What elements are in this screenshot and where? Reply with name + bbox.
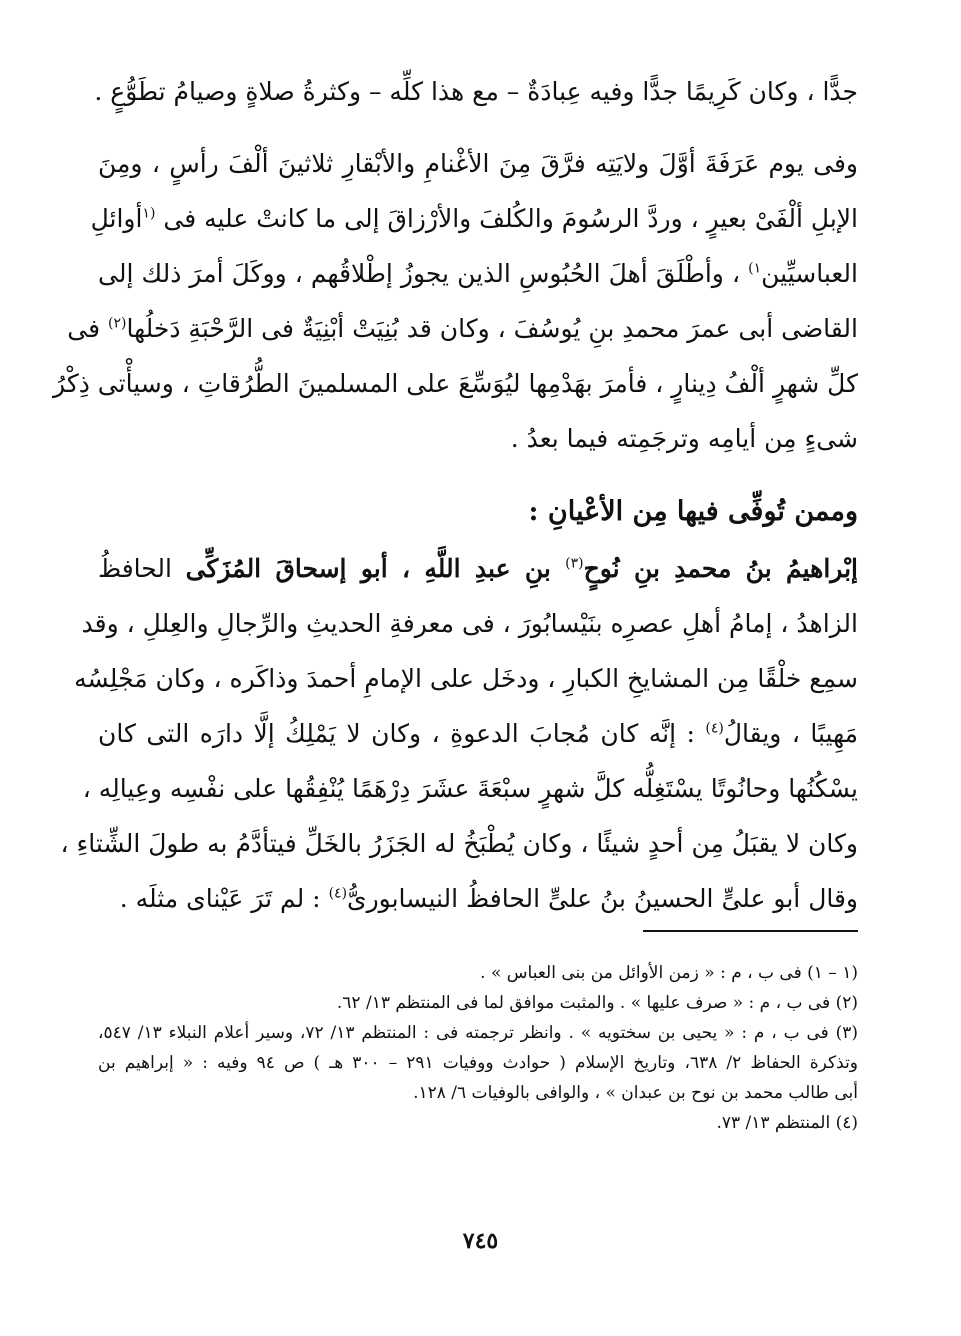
text-run: شىءٍ مِن أيامِه وترجَمِته فيما بعدُ . [510, 424, 858, 453]
paragraph-1-line-6 [98, 411, 858, 466]
paragraph-1-line-3 [98, 246, 858, 301]
footnote-marker: (٣) [565, 555, 584, 572]
paragraph-1-line-4 [67, 301, 858, 356]
text-run: مَهِيبًا ، ويقالُ [723, 719, 858, 748]
text-run: جدًّا ، وكان كَرِيمًا جدًّا وفيه عِبادَةٌ – مع هذا كلِّه – وكثرةُ صلاةٍ وصيامُ تطَوُّعٍ . [94, 77, 858, 106]
main-text [53, 64, 858, 926]
text-run: : لم تَرَ عَيْناى مثلَه . [119, 884, 329, 913]
paragraph-gap [98, 119, 858, 136]
footnote-3-line-3: أبى طالب محمد بن نوح بن عبدان » ، والوافى بالوفيات ٦/ ١٢٨. [413, 1083, 858, 1103]
footnote-1: (١ – ١) فى ب ، م : « زمن الأوائل من بنى العباس » . [480, 963, 858, 983]
text-run: القاضى أبى عمرَ محمدِ بنِ يُوسُفَ ، وكان قد بُنِيَتْ أبْنِيَةٌ فى الرَّحْبَةِ دَخلُها [126, 314, 858, 343]
footnote-marker: (٤) [328, 885, 348, 902]
text-run: الزاهدُ ، إمامُ أهلِ عصرِه بنَيْسابُورَ ، فى معرفةِ الحديثِ والرِّجالِ والعِللِ ، وقد [81, 609, 858, 638]
text-run: سمِع خلْقًا مِن المشايخِ الكبارِ ، ودخَل على الإمامِ أحمدَ وذاكَره ، وكان مَجْلِسُه [74, 664, 858, 693]
text-run: : إنَّه كان مُجابَ الدعوةِ ، وكان لا يَمْلِكُ إلَّا دارَه التى كان [98, 719, 706, 748]
text-run: الإبلِ ألْفَىْ بعيرٍ ، وردَّ الرسُومَ والكُلفَ والأرْزاقَ إلى ما كانتْ عليه فى [155, 204, 858, 233]
text-run: فى [67, 314, 108, 343]
text-run: وكان لا يقبَلُ مِن أحدٍ شيئًا ، وكان يُطْبَخُ له الجَزَرُ بالخَلِّ فيتأدَّمُ به طولَ الشِّتاءِ ، [60, 829, 858, 858]
paragraph-2-line-1 [98, 541, 858, 596]
section-heading: وممن تُوفِّى فيها مِن الأعْيانِ : [528, 496, 858, 527]
paragraph-2-line-6 [60, 816, 858, 871]
text-run: العباسيِّين [761, 259, 858, 288]
text-run: كلِّ شهرٍ ألْفُ دِينارٍ ، فأمرَ بهَدْمِها ليُوَسِّعَ على المسلمينَ الطُّرُقاتِ ، وسيأْتى ذِكْرُ [53, 369, 858, 398]
text-run: وفى يوم عَرَفَةَ أوَّلَ ولايَتِه فرَّقَ مِنَ الأغْنامِ والأبْقارِ ثلاثينَ ألْفَ رأسٍ ، ومِنَ [98, 149, 858, 178]
footnote-marker: (٤) [705, 720, 724, 737]
text-run: وقال أبو علىٍّ الحسينُ بنُ علىٍّ الحافظُ النيسابورىُّ [347, 884, 858, 913]
paragraph-1-line-1 [98, 136, 858, 191]
footnotes [98, 958, 858, 1138]
footnote-4: (٤) المنتظم ١٣/ ٧٣. [716, 1113, 858, 1133]
footnote-2: (٢) فى ب ، م : « صرف عليها » . والمثبت موافق لما فى المنتظم ١٣/ ٦٢. [336, 993, 858, 1013]
footnote-3-line-2: وتذكرة الحفاظ ٢/ ٦٣٨، وتاريخ الإسلام ( حوادث ووفيات ٢٩١ – ٣٠٠ هـ ) ص ٩٤ وفيه : « إبراهيم بن [98, 1053, 859, 1073]
paragraph-1-line-2 [90, 191, 858, 246]
paragraph-2-line-7 [98, 871, 858, 926]
entry-name: بنِ عبدِ اللَّهِ ، أبو إسحاقَ المُزَكِّى [185, 554, 566, 583]
text-run: الحافظُ [98, 554, 186, 583]
paragraph-2-line-4 [98, 706, 858, 761]
paragraph-1-line-5 [53, 356, 858, 411]
entry-name: إبْراهيمُ بنُ محمدِ بنِ نُوحٍ [583, 554, 858, 583]
footnote-separator [643, 930, 858, 932]
footnote-marker: (١ [142, 205, 156, 222]
footnote-3-line-1: (٣) فى ب ، م : « يحيى بن سختويه » . وانظر ترجمته فى : المنتظم ١٣/ ٧٢، وسير أعلام النبلاء ١٣/ ٥٤٧، [98, 1023, 858, 1043]
text-run: أوائلِ [90, 204, 143, 233]
page-number: ٧٤٥ [462, 1228, 499, 1254]
paragraph-gap [98, 466, 858, 483]
text-run: يسْكُنُها وحانُوتًا يسْتَغِلُّه كلَّ شهرٍ سبْعَةَ عشَرَ دِرْهَمًا يُنْفِقُها على نفْسِه وعِيالِه ، [82, 774, 858, 803]
text-run: ، وأطْلَقَ أهلَ الحُبُوسِ الذين يجوزُ إطْلاقُهم ، ووكَلَ أمرَ ذلك إلى [98, 259, 749, 288]
paragraph-2-line-2 [81, 596, 858, 651]
text-line-intro [94, 64, 858, 119]
footnote-marker: ١) [748, 260, 762, 277]
paragraph-2-line-3 [74, 651, 858, 706]
paragraph-2-line-5 [82, 761, 858, 816]
footnote-marker: (٢) [108, 315, 127, 332]
